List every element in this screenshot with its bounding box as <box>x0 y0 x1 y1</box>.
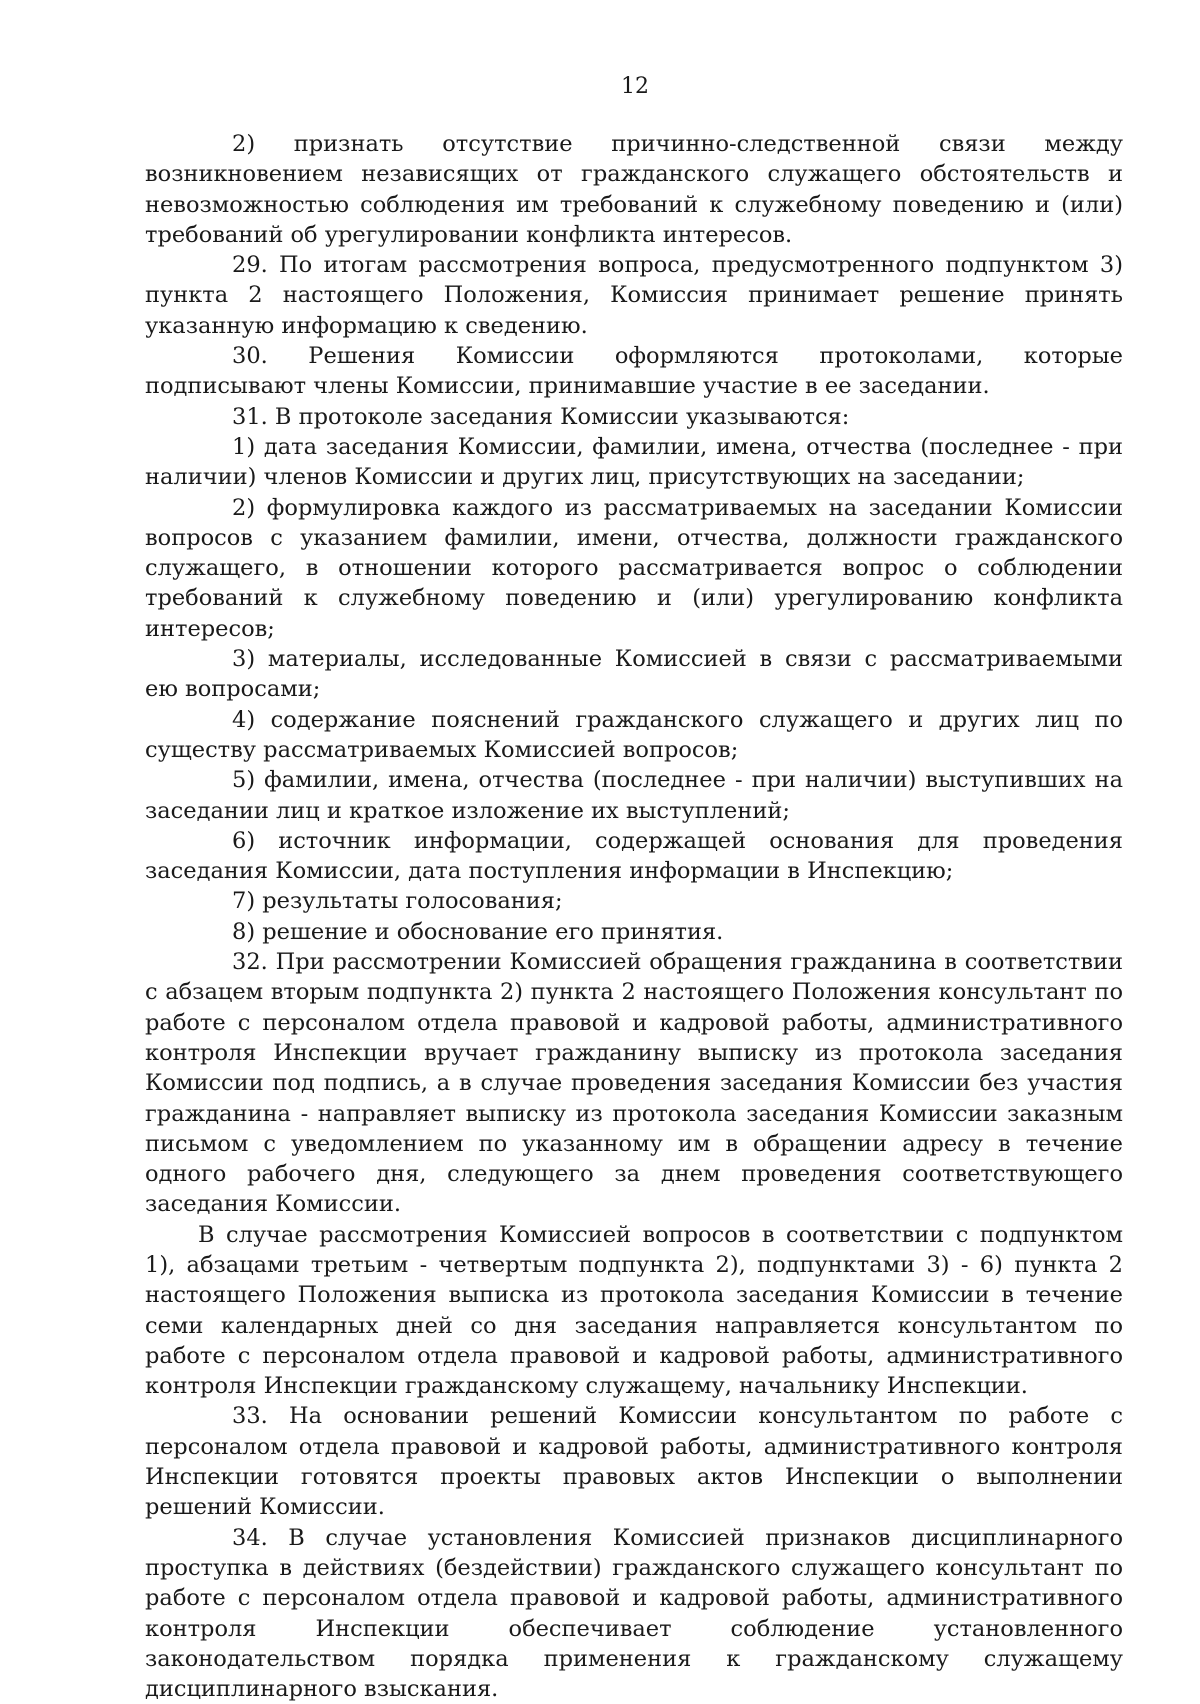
document-body <box>145 129 1123 1704</box>
paragraph-34: 34. В случае установления Комиссией признаков дисциплинарного проступка в действиях (бездействии) гражданского служащего консультант по работе с персоналом отдела правовой и кадровой работы, административного контроля Инспекции обеспечивает соблюдение установленного законодательством порядка применения к гражданскому служащему дисциплинарного взыскания. <box>145 1524 1123 1703</box>
paragraph-subitem-2-conclusion: 2) признать отсутствие причинно-следственной связи между возникновением независящих от гражданского служащего обстоятельств и невозможностью соблюдения им требований к служебному поведению и (или) требований об урегулировании конфликта интересов. <box>145 131 1123 248</box>
paragraph-31-item-2: 2) формулировка каждого из рассматриваемых на заседании Комиссии вопросов с указанием фамилии, имени, отчества, должности гражданского служащего, в отношении которого рассматривается вопрос о соблюдении требований к служебному поведению и (или) урегулированию конфликта интересов; <box>145 494 1123 642</box>
paragraph-31-item-7: 7) результаты голосования; <box>232 888 563 915</box>
paragraph-31-item-6: 6) источник информации, содержащей основания для проведения заседания Комиссии, дата поступления информации в Инспекцию; <box>145 827 1123 885</box>
paragraph-31-item-1: 1) дата заседания Комиссии, фамилии, имена, отчества (последнее - при наличии) членов Комиссии и других лиц, присутствующих на заседании; <box>145 433 1123 491</box>
paragraph-31-item-5: 5) фамилии, имена, отчества (последнее - при наличии) выступивших на заседании лиц и краткое изложение их выступлений; <box>145 767 1123 824</box>
paragraph-31-item-3: 3) материалы, исследованные Комиссией в связи с рассматриваемыми ею вопросами; <box>145 646 1123 703</box>
paragraph-29: 29. По итогам рассмотрения вопроса, предусмотренного подпунктом 3) пункта 2 настоящего Положения, Комиссия принимает решение принять указанную информацию к сведению. <box>145 252 1123 339</box>
paragraph-31-item-4: 4) содержание пояснений гражданского служащего и других лиц по существу рассматриваемых Комиссией вопросов; <box>145 706 1123 763</box>
paragraph-33: 33. На основании решений Комиссии консультантом по работе с персоналом отдела правовой и кадровой работы, административного контроля Инспекции готовятся проекты правовых актов Инспекции о выполнении решений Комиссии. <box>145 1403 1123 1521</box>
paragraph-31: 31. В протоколе заседания Комиссии указываются: <box>232 403 850 430</box>
page-number: 12 <box>621 74 649 99</box>
paragraph-32-continuation: В случае рассмотрения Комиссией вопросов в соответствии с подпунктом 1), абзацами третьим - четвертым подпункта 2), подпунктами 3) - 6) пункта 2 настоящего Положения выписка из протокола заседания Комиссии в течение семи календарных дней со дня заседания направляется консультантом по работе с персоналом отдела правовой и кадровой работы, административного контроля Инспекции гражданскому служащему, начальнику Инспекции. <box>145 1221 1123 1400</box>
paragraph-32: 32. При рассмотрении Комиссией обращения гражданина в соответствии с абзацем вторым подпункта 2) пункта 2 настоящего Положения консультант по работе с персоналом отдела правовой и кадровой работы, административного контроля Инспекции вручает гражданину выписку из протокола заседания Комиссии под подпись, а в случае проведения заседания Комиссии без участия гражданина - направляет выписку из протокола заседания Комиссии заказным письмом с уведомлением по указанному им в обращении адресу в течение одного рабочего дня, следующего за днем проведения соответствующего заседания Комиссии. <box>145 949 1123 1218</box>
paragraph-31-item-8: 8) решение и обоснование его принятия. <box>232 918 724 945</box>
paragraph-30: 30. Решения Комиссии оформляются протоколами, которые подписывают члены Комиссии, принимавшие участие в ее заседании. <box>145 343 1123 400</box>
